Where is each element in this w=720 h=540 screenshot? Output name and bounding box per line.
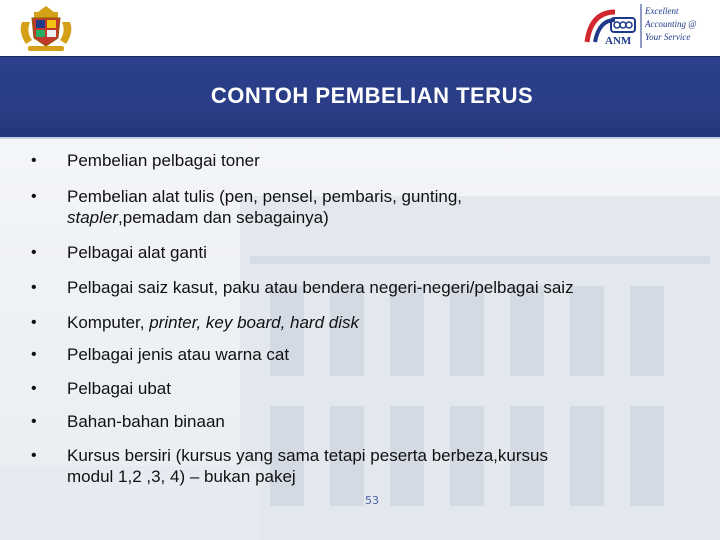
list-item-text: [67, 186, 707, 228]
page-number: 53: [365, 494, 379, 507]
anm-tagline-1: Excellent: [645, 6, 679, 16]
bullet-icon: •: [31, 314, 37, 331]
bullet-icon: •: [31, 346, 37, 363]
anm-tagline-3: Your Service: [645, 32, 691, 42]
list-item-text: [67, 445, 707, 487]
list-item-italic: printer, key board, hard disk: [149, 313, 359, 332]
anm-logo: [581, 2, 717, 52]
malaysia-crest-logo: [14, 4, 78, 52]
bullet-icon: •: [31, 447, 37, 464]
list-item-text: Pelbagai saiz kasut, paku atau bendera negeri-negeri/pelbagai saiz: [67, 278, 574, 297]
list-item-line1: Pembelian alat tulis (pen, pensel, pembaris, gunting,: [67, 187, 463, 206]
list-item-line2: ,pemadam dan sebagainya): [118, 208, 329, 227]
list-item-text: [67, 312, 707, 333]
list-item-text: Pembelian pelbagai toner: [67, 151, 260, 170]
bullet-icon: •: [31, 279, 37, 296]
bullet-icon: •: [31, 413, 37, 430]
bullet-icon: •: [31, 188, 37, 205]
anm-brand-text: ANM: [605, 35, 632, 47]
list-item-text: Pelbagai jenis atau warna cat: [67, 345, 290, 364]
list-item-text: Bahan-bahan binaan: [67, 412, 225, 431]
list-item-text: Pelbagai alat ganti: [67, 243, 207, 262]
bullet-icon: •: [31, 244, 37, 261]
list-item-text: Pelbagai ubat: [67, 379, 171, 398]
list-item-line2: modul 1,2 ,3, 4) – bukan pakej: [67, 467, 296, 486]
anm-tagline-2: Accounting @: [645, 19, 697, 29]
bullet-icon: •: [31, 152, 37, 169]
bullet-icon: •: [31, 380, 37, 397]
list-item-italic: stapler: [67, 208, 119, 227]
list-item-lead: Komputer,: [67, 313, 150, 332]
list-item-line1: Kursus bersiri (kursus yang sama tetapi peserta berbeza,kursus: [67, 446, 548, 465]
slide-title: CONTOH PEMBELIAN TERUS: [210, 83, 534, 108]
